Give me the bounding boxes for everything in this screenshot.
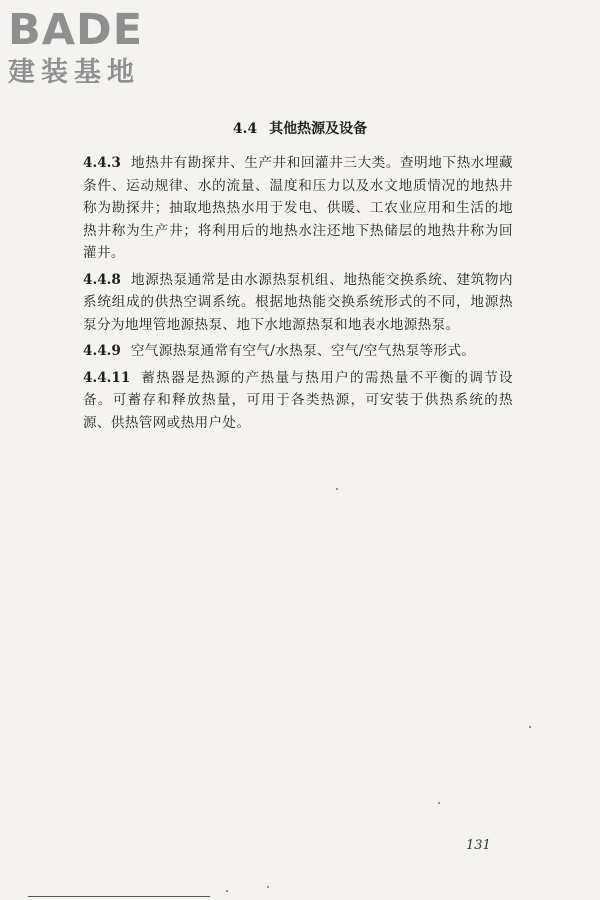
scan-speck xyxy=(267,886,269,888)
clause-number: 4.4.3 xyxy=(83,155,121,171)
clause-text: 空气源热泵通常有空气/水热泵、空气/空气热泵等形式。 xyxy=(130,343,476,359)
clause-text: 蓄热器是热源的产热量与热用户的需热量不平衡的调节设备。可蓄存和释放热量，可用于各类热源，可安装于供热系统的热源、供热管网或热用户处。 xyxy=(83,369,513,431)
clause-4-4-8 xyxy=(83,269,513,337)
scan-speck xyxy=(336,488,338,490)
section-title: 其他热源及设备 xyxy=(269,121,368,137)
logo xyxy=(8,6,178,94)
scan-speck xyxy=(226,890,228,892)
clause-4-4-3 xyxy=(83,152,513,265)
footer-rule xyxy=(28,896,210,897)
clause-list xyxy=(83,152,513,438)
scan-speck xyxy=(529,726,531,728)
section-heading xyxy=(0,118,600,138)
clause-text: 地热井有勘探井、生产井和回灌井三大类。查明地下热水埋藏条件、运动规律、水的流量、温度和压力以及水文地质情况的地热井称为勘探井；抽取地热热水用于发电、供暖、工农业应用和生活的地热井称为生产井；将利用后的地热水注还地下热储层的地热井称为回灌井。 xyxy=(83,155,513,261)
clause-number: 4.4.8 xyxy=(83,271,121,288)
clause-number: 4.4.9 xyxy=(83,343,121,359)
clause-4-4-11 xyxy=(83,367,513,435)
logo-subtitle: 建装基地 xyxy=(8,57,140,88)
section-number: 4.4 xyxy=(232,121,258,137)
clause-number: 4.4.11 xyxy=(83,369,131,386)
scan-speck xyxy=(438,802,440,804)
clause-4-4-9 xyxy=(83,340,513,363)
page-number: 131 xyxy=(466,838,491,853)
clause-text: 地源热泵通常是由水源热泵机组、地热能交换系统、建筑物内系统组成的供热空调系统。根据地热能交换系统形式的不同，地源热泵分为地埋管地源热泵、地下水地源热泵和地表水地源热泵。 xyxy=(83,271,513,333)
logo-wordmark: BADE xyxy=(8,5,144,55)
